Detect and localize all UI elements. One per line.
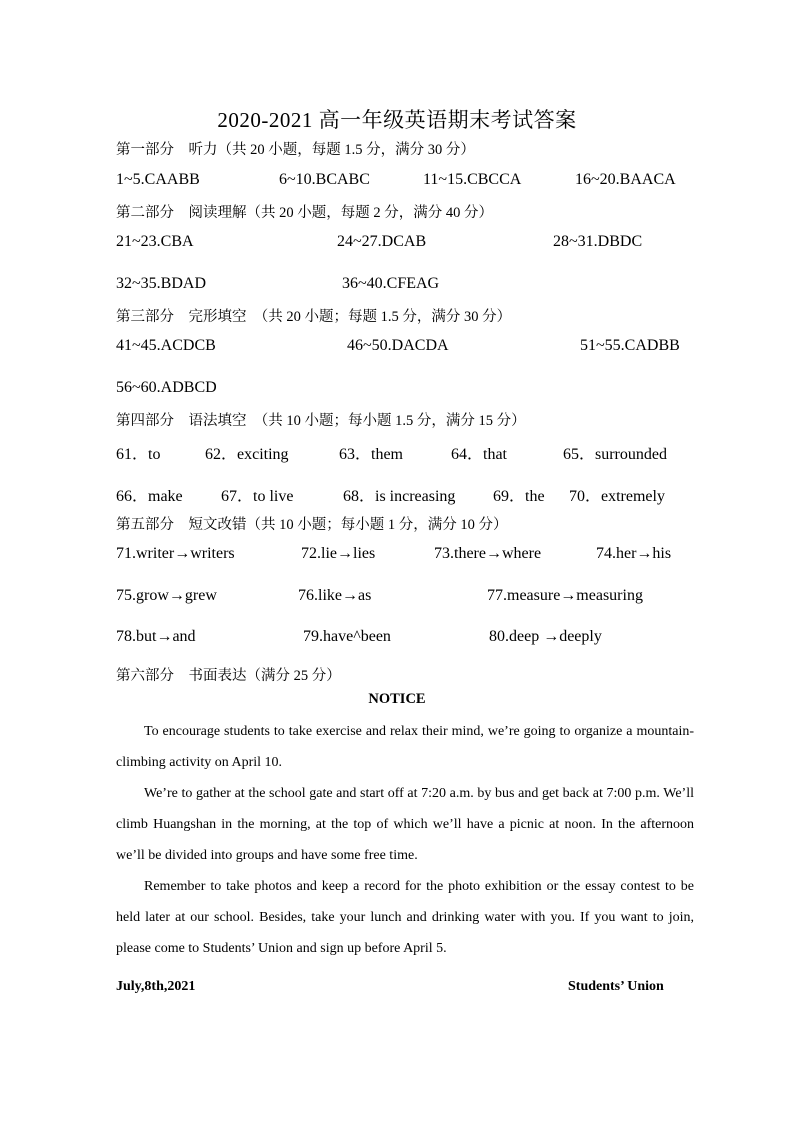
answer-item: 75.grow→grew [116,587,217,604]
answer-item: 77.measure→measuring [487,587,643,604]
answer-group: 41~45.ACDCB [116,337,216,354]
notice-paragraph: To encourage students to take exercise and relax their mind, we’re going to organize a mountain-climbing activity on April 10. [116,724,694,770]
answer-group: 11~15.CBCCA [423,171,522,188]
part1-heading: 第一部分 听力（共 20 小题，每题 1.5 分，满分 30 分） [116,142,475,158]
answer-item: 63．them [339,446,403,463]
answer-group: 24~27.DCAB [337,233,427,250]
answer-group: 51~55.CADBB [580,337,680,354]
notice-date: July,8th,2021 [116,979,196,994]
answer-group: 6~10.BCABC [279,171,370,188]
answer-group: 28~31.DBDC [553,233,643,250]
answer-item: 78.but→and [116,628,196,645]
answer-item: 76.like→as [298,587,372,604]
answer-group: 56~60.ADBCD [116,379,217,396]
answer-item: 66．make [116,488,183,505]
answer-item: 73.there→where [434,545,542,562]
answer-group: 36~40.CFEAG [342,275,440,292]
answer-item: 72.lie→lies [301,545,376,562]
answer-group: 32~35.BDAD [116,275,206,292]
notice-signature: Students’ Union [568,979,664,994]
answer-item: 70．extremely [569,488,665,505]
answer-group: 46~50.DACDA [347,337,449,354]
answer-item: 74.her→his [596,545,672,562]
answer-item: 71.writer→writers [116,545,235,562]
notice-body [116,716,694,964]
answer-group: 1~5.CAABB [116,171,200,188]
notice-title: NOTICE [368,691,426,707]
notice-paragraph: Remember to take photos and keep a record for the photo exhibition or the essay contest to be held later at our school. Besides, take your lunch and drinking water with you. If you want to join, please come to Students’ Union and sign up before April 5. [116,879,694,956]
part6-heading: 第六部分 书面表达（满分 25 分） [116,668,341,684]
answer-item: 61．to [116,446,161,463]
part5-heading: 第五部分 短文改错（共 10 小题；每小题 1 分，满分 10 分） [116,517,508,533]
answer-item: 69．the [493,488,545,505]
answer-item: 65．surrounded [563,446,667,463]
page-title: 2020-2021 高一年级英语期末考试答案 [217,108,577,132]
part2-heading: 第二部分 阅读理解（共 20 小题，每题 2 分，满分 40 分） [116,205,493,221]
answer-item: 62．exciting [205,446,289,463]
answer-item: 79.have^been [303,628,391,645]
answer-item: 67．to live [221,488,294,505]
notice-paragraph: We’re to gather at the school gate and start off at 7:20 a.m. by bus and get back at 7:00 p.m. We’ll climb Huangshan in the morning, at the top of which we’ll have a picnic at noon. In the afternoon we’ll be divided into groups and have some free time. [116,786,694,863]
part3-heading: 第三部分 完形填空 （共 20 小题；每题 1.5 分，满分 30 分） [116,309,512,325]
answer-group: 16~20.BAACA [575,171,676,188]
answer-item: 64．that [451,446,507,463]
answer-item: 68．is increasing [343,488,456,505]
answer-group: 21~23.CBA [116,233,194,250]
answer-item: 80.deep →deeply [489,628,602,645]
part4-heading: 第四部分 语法填空 （共 10 小题；每小题 1.5 分，满分 15 分） [116,413,526,429]
